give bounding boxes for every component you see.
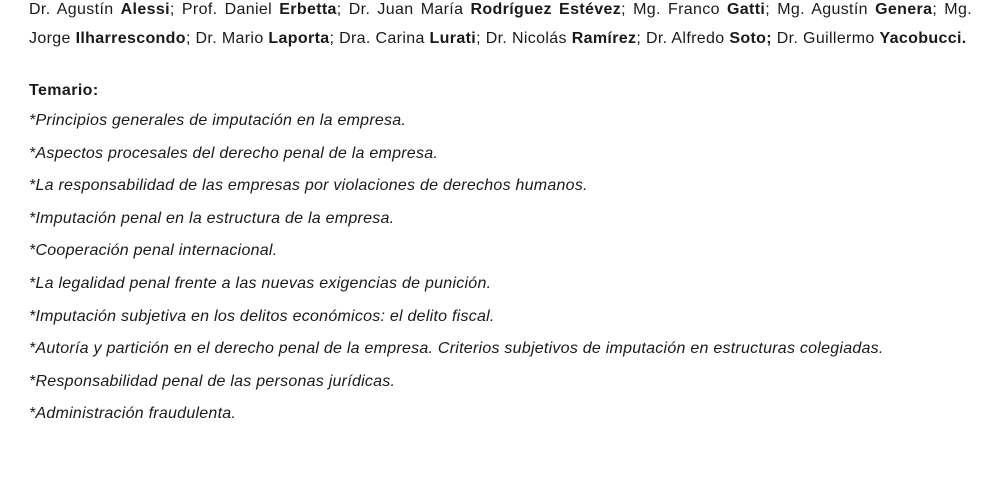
list-item: *Imputación subjetiva en los delitos económicos: el delito fiscal. [29,307,495,325]
speaker: Mg. Jorge Ilharrescondo; [29,1,973,47]
speaker: Dr. Juan María Rodríguez Estévez; [348,1,634,18]
list-item: *La responsabilidad de las empresas por violaciones de derechos humanos. [29,177,588,195]
speaker: Mg. Franco Gatti; [633,1,778,18]
list-item: *Autoría y partición en el derecho penal de la empresa. Criterios subjetivos de imputación en estructuras colegiadas. [29,340,884,358]
speaker: Dr. Mario Laporta; [195,30,340,47]
speaker: Mg. Agustín Genera; [777,1,945,18]
speaker: Dr. Agustín Alessi; [29,1,182,18]
list-item: *La legalidad penal frente a las nuevas exigencias de punición. [29,274,492,292]
speaker: Dr. Guillermo Yacobucci. [776,30,967,47]
speaker: Dr. Nicolás Ramírez; [485,30,646,47]
speaker: Prof. Daniel Erbetta; [181,1,349,18]
list-item: *Principios generales de imputación en la empresa. [29,112,407,129]
list-item: *Cooperación penal internacional. [29,242,278,260]
speaker: Dr. Alfredo Soto; [645,30,772,47]
temario-heading: Temario: [29,82,99,99]
list-item: *Aspectos procesales del derecho penal de la empresa. [29,144,439,162]
list-item: *Imputación penal en la estructura de la empresa. [29,209,395,227]
speakers-paragraph [29,0,972,53]
list-item: *Administración fraudulenta. [29,405,237,423]
list-item: *Responsabilidad penal de las personas jurídicas. [29,372,396,390]
temario-list [29,105,972,431]
speaker: Dra. Carina Lurati; [339,30,486,47]
